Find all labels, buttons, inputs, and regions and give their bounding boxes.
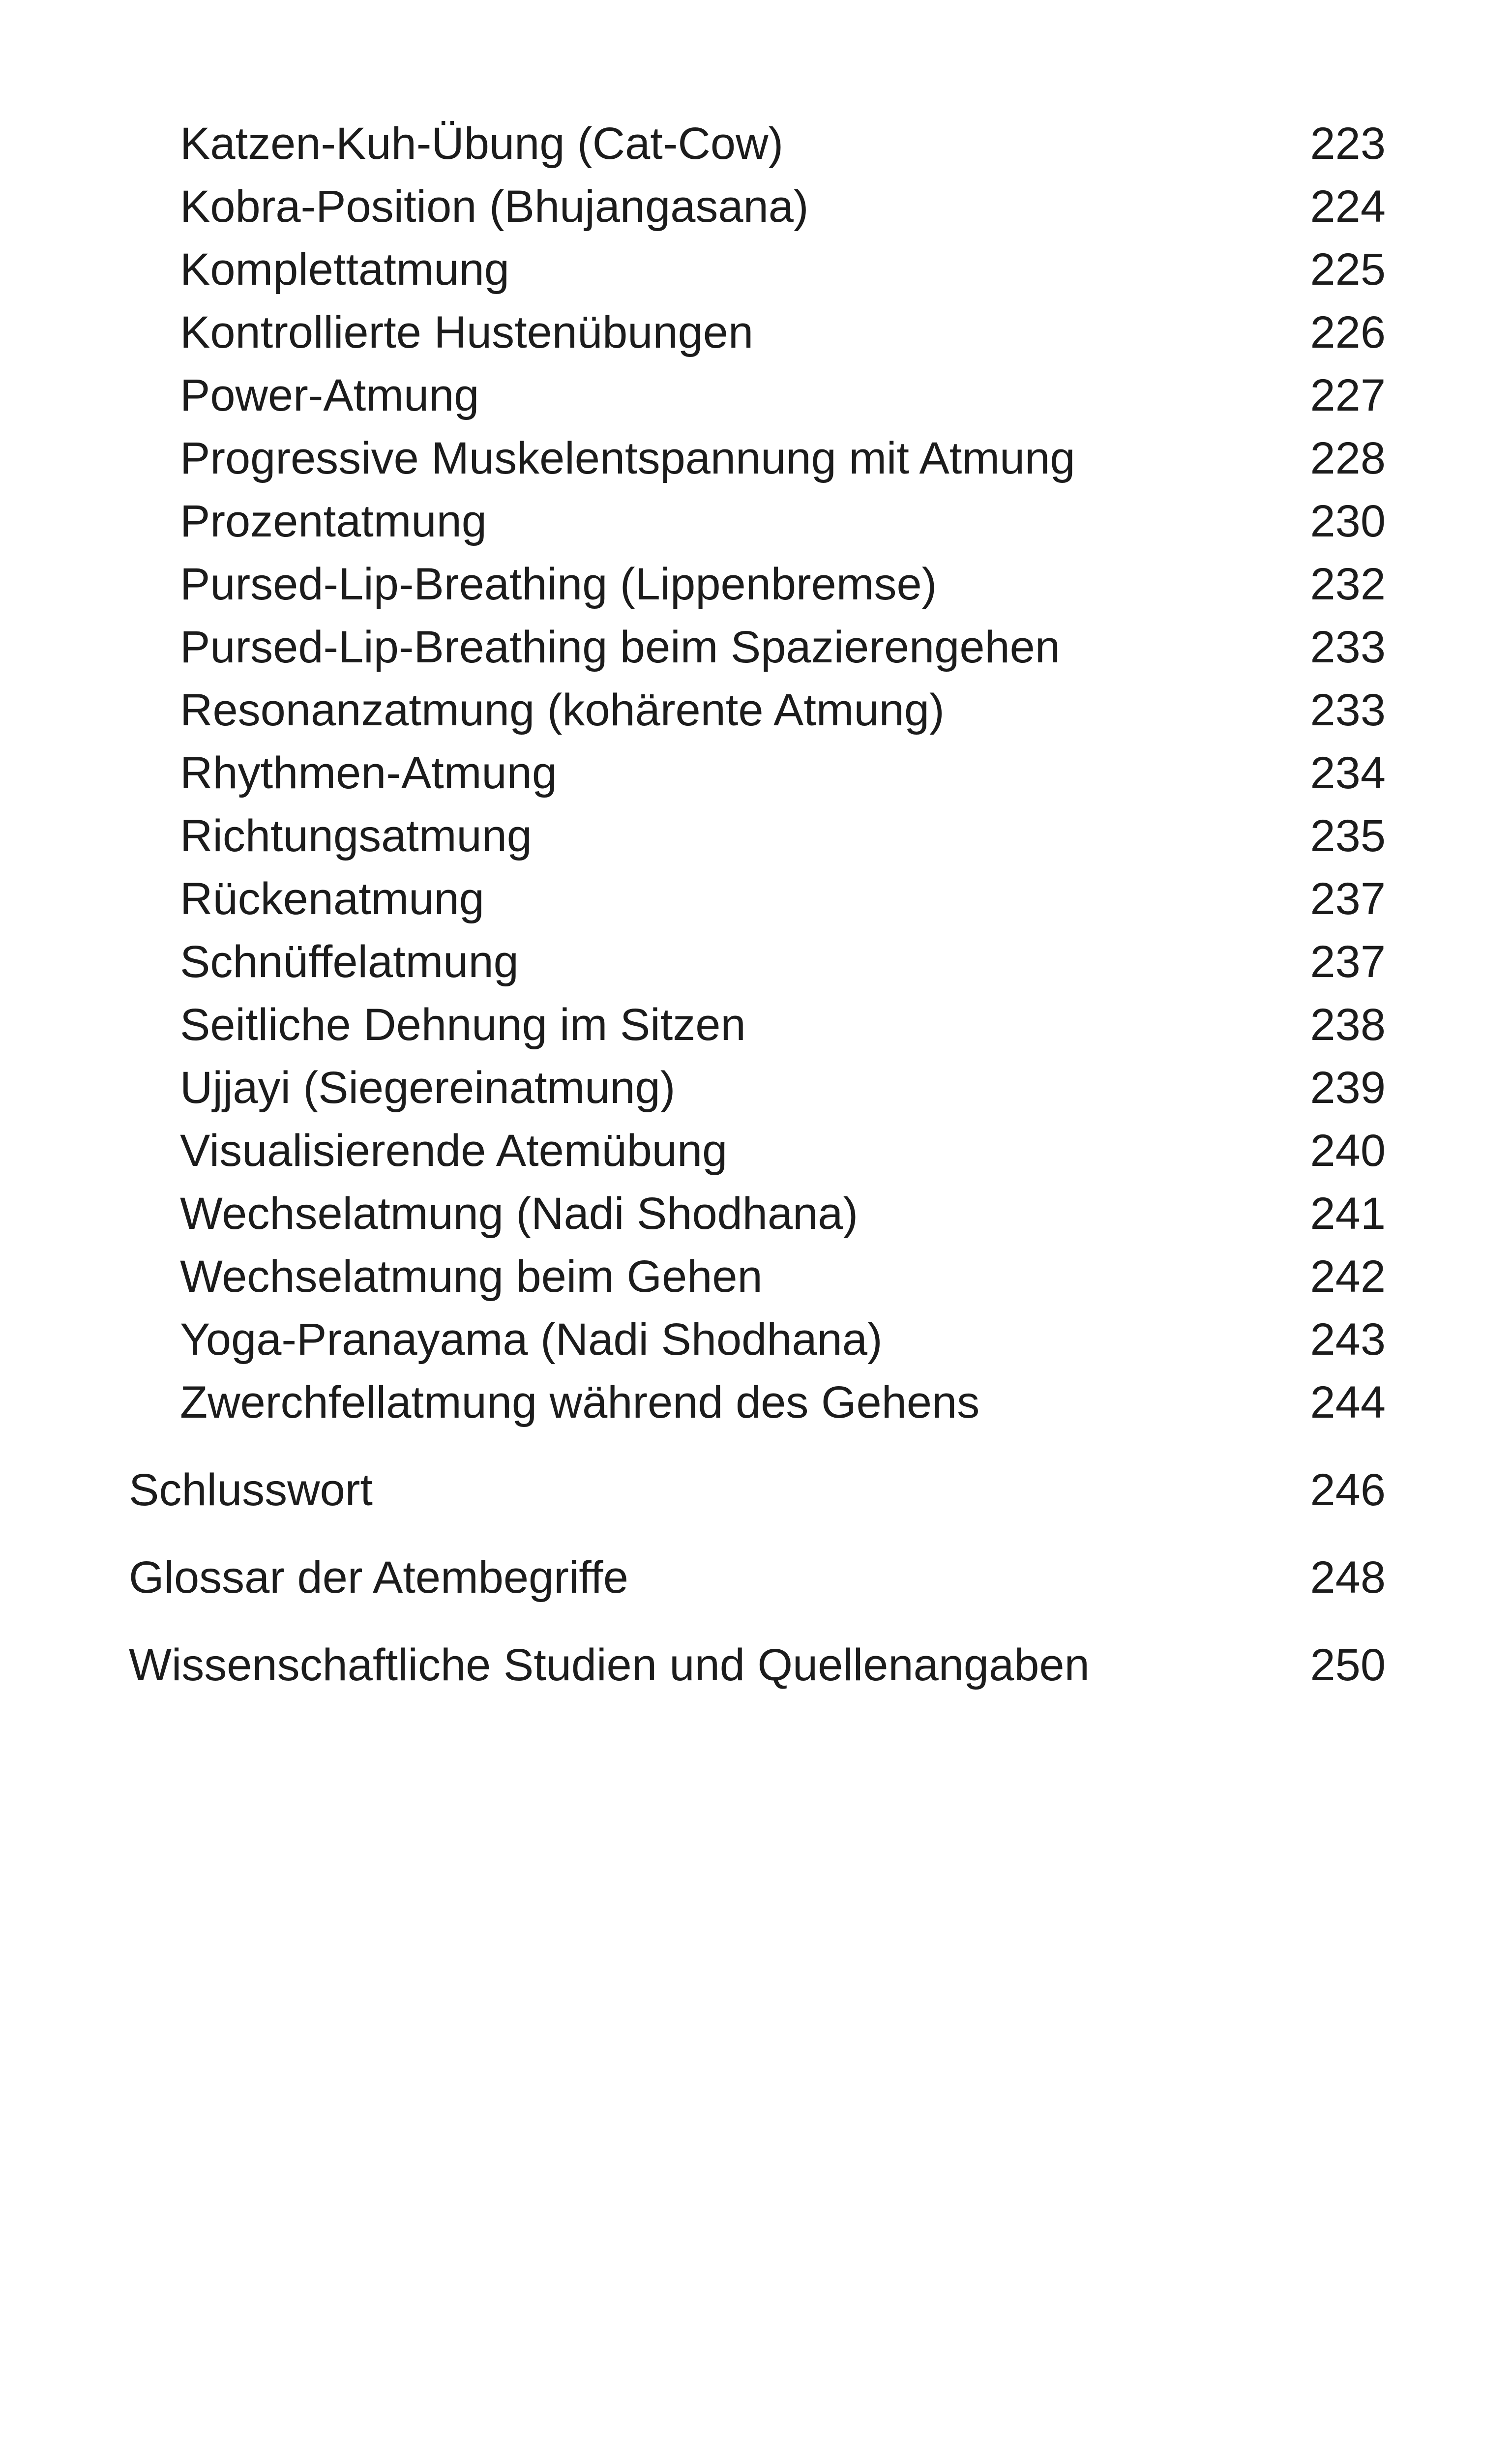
toc-entry-title: Ujjayi (Siegereinatmung)	[180, 1063, 676, 1113]
toc-entry-title: Richtungsatmung	[180, 811, 532, 861]
toc-entry-title: Katzen-Kuh-Übung (Cat-Cow)	[180, 119, 784, 169]
toc-entry-page: 233	[1310, 622, 1386, 672]
toc-entry-page: 241	[1310, 1189, 1386, 1239]
toc-entry-title: Resonanzatmung (kohärente Atmung)	[180, 685, 945, 735]
toc-entry[interactable]	[0, 175, 1512, 238]
toc-entry-title: Yoga-Pranayama (Nadi Shodhana)	[180, 1314, 883, 1365]
toc-entry-title: Pursed-Lip-Breathing beim Spazierengehen	[180, 622, 1061, 672]
toc-entry-title: Wechselatmung beim Gehen	[180, 1251, 763, 1302]
toc-chapter-title: Wissenschaftliche Studien und Quellenangaben	[129, 1640, 1090, 1690]
toc-entry-page: 240	[1310, 1126, 1386, 1176]
toc-entry[interactable]	[0, 1308, 1512, 1371]
toc-entry[interactable]	[0, 804, 1512, 867]
toc-entry-title: Power-Atmung	[180, 370, 479, 420]
toc-entry[interactable]	[0, 427, 1512, 490]
toc-entry[interactable]	[0, 490, 1512, 553]
toc-entry[interactable]	[0, 553, 1512, 616]
toc-entry-page: 228	[1310, 433, 1386, 483]
toc-entry[interactable]	[0, 1182, 1512, 1245]
toc-chapter-title: Schlusswort	[129, 1465, 373, 1515]
toc-entry[interactable]	[0, 1119, 1512, 1182]
toc-entry-page: 233	[1310, 685, 1386, 735]
toc-entry[interactable]	[0, 301, 1512, 364]
toc-entry-page: 226	[1310, 307, 1386, 357]
toc-entry[interactable]	[0, 1245, 1512, 1308]
toc-chapter-page: 250	[1310, 1640, 1386, 1690]
toc-entry[interactable]	[0, 1056, 1512, 1119]
toc-entry-title: Kontrollierte Hustenübungen	[180, 307, 754, 357]
toc-entry[interactable]	[0, 616, 1512, 679]
toc-entry-title: Rhythmen-Atmung	[180, 748, 557, 798]
toc-chapter-page: 248	[1310, 1552, 1386, 1603]
toc-entry-page: 243	[1310, 1314, 1386, 1365]
toc-chapter-page: 246	[1310, 1465, 1386, 1515]
toc-entry-page: 242	[1310, 1251, 1386, 1302]
toc-entry[interactable]	[0, 112, 1512, 175]
toc-entry[interactable]	[0, 742, 1512, 804]
toc-chapter[interactable]	[0, 1458, 1512, 1546]
toc-entry-page: 223	[1310, 119, 1386, 169]
toc-chapter[interactable]	[0, 1634, 1512, 1721]
toc-chapter-title: Glossar der Atembegriffe	[129, 1552, 628, 1603]
table-of-contents	[0, 112, 1512, 1721]
toc-entry-page: 232	[1310, 559, 1386, 609]
toc-entry-title: Schnüffelatmung	[180, 937, 519, 987]
toc-entry-title: Rückenatmung	[180, 874, 484, 924]
toc-entry[interactable]	[0, 930, 1512, 993]
toc-entry-page: 235	[1310, 811, 1386, 861]
toc-entry-title: Visualisierende Atemübung	[180, 1126, 728, 1176]
toc-chapter[interactable]	[0, 1546, 1512, 1634]
toc-entry-page: 224	[1310, 181, 1386, 232]
toc-entry-page: 237	[1310, 937, 1386, 987]
toc-entry-title: Komplettatmung	[180, 244, 509, 295]
toc-entry-title: Prozentatmung	[180, 496, 487, 546]
toc-entry[interactable]	[0, 1371, 1512, 1434]
toc-entry-title: Progressive Muskelentspannung mit Atmung	[180, 433, 1075, 483]
toc-entry-page: 239	[1310, 1063, 1386, 1113]
toc-entry-page: 237	[1310, 874, 1386, 924]
toc-entry-page: 227	[1310, 370, 1386, 420]
toc-entry[interactable]	[0, 867, 1512, 930]
toc-entry[interactable]	[0, 238, 1512, 301]
toc-entry-title: Kobra-Position (Bhujangasana)	[180, 181, 809, 232]
toc-entry-page: 238	[1310, 1000, 1386, 1050]
toc-entry[interactable]	[0, 679, 1512, 742]
toc-entry-title: Pursed-Lip-Breathing (Lippenbremse)	[180, 559, 937, 609]
toc-entry-page: 225	[1310, 244, 1386, 295]
toc-entry[interactable]	[0, 364, 1512, 427]
toc-entry-page: 230	[1310, 496, 1386, 546]
toc-entry[interactable]	[0, 993, 1512, 1056]
toc-entry-title: Wechselatmung (Nadi Shodhana)	[180, 1189, 859, 1239]
toc-entry-page: 244	[1310, 1377, 1386, 1427]
toc-entry-title: Zwerchfellatmung während des Gehens	[180, 1377, 980, 1427]
toc-entry-page: 234	[1310, 748, 1386, 798]
toc-entry-title: Seitliche Dehnung im Sitzen	[180, 1000, 746, 1050]
